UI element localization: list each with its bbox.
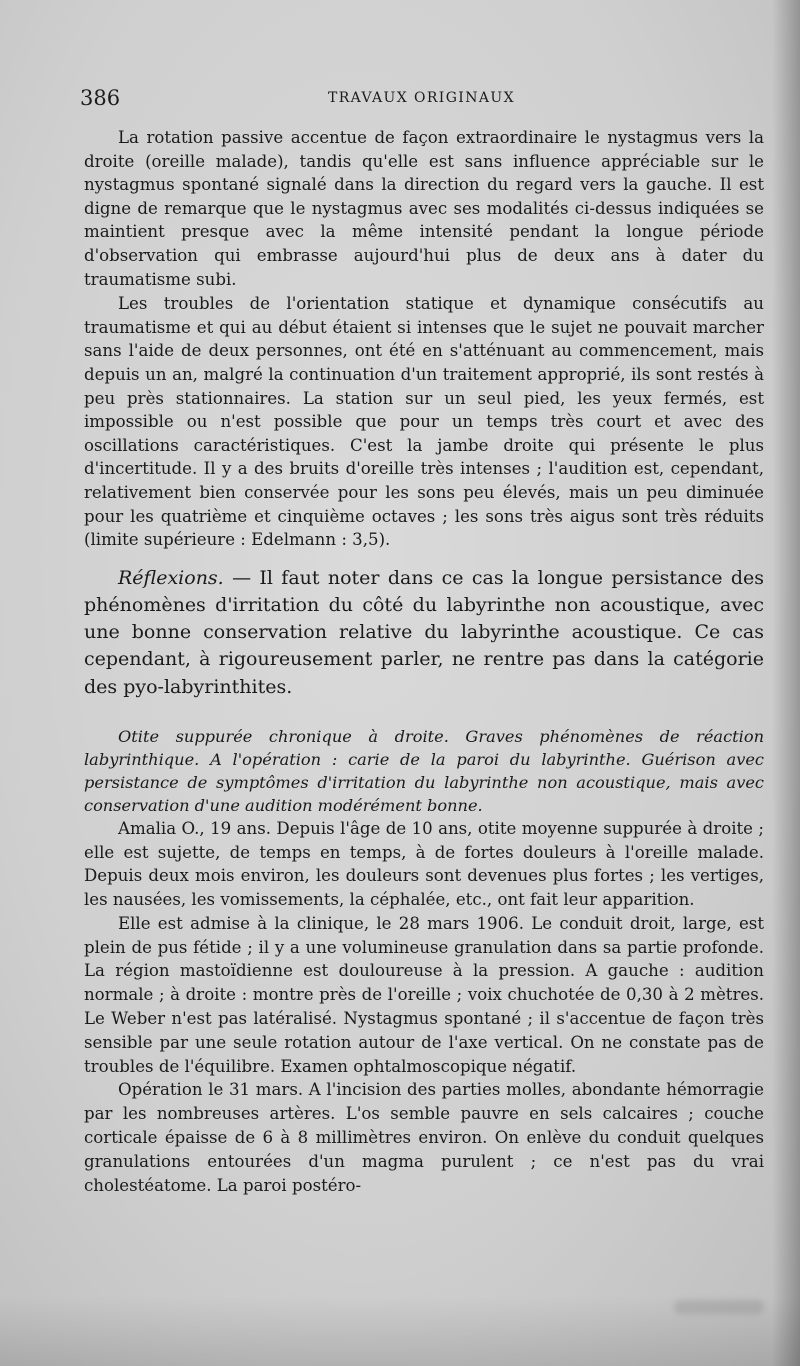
body-text: [84, 126, 764, 1197]
paragraph-operation: Opération le 31 mars. A l'incision des parties molles, abondante hémorragie par les nombreuses artères. L'os semble pauvre en sels calcaires ; couche corticale épaisse de 6 à 8 millimètres environ. On enlève du conduit quelques granulations entourées d'un magma purulent ; ce n'est pas du vrai cholestéatome. La paroi postéro-: [84, 1080, 764, 1195]
bleed-through-mark: [674, 1300, 764, 1314]
running-head: TRAVAUX ORIGINAUX: [328, 90, 515, 106]
paragraph-rotation: La rotation passive accentue de façon extraordinaire le nystagmus vers la droite (oreille malade), tandis qu'elle est sans influence appréciable sur le nystagmus spontané signalé dans la direction du regard vers la gauche. Il est digne de remarque que le nystagmus avec ses modalités ci-dessus indiquées se maintient presque avec la même intensité pendant la longue période d'observation qui embrasse aujourd'hui plus de deux ans à dater du traumatisme subi.: [84, 128, 764, 289]
reflexions-lead: Réflexions.: [118, 566, 224, 589]
page-edge-shadow: [772, 0, 800, 1366]
reflexions-text: — Il faut noter dans ce cas la longue persistance des phénomènes d'irritation du côté du labyrinthe non acoustique, avec une bonne conservation relative du labyrinthe acoustique. Ce cas cependant, à rigoureusement parler, ne rentre pas dans la catégorie des pyo-labyrinthites.: [84, 566, 764, 698]
page-number: 386: [80, 86, 121, 110]
paragraph-orientation: Les troubles de l'orientation statique et dynamique consécutifs au traumatisme et qui au début étaient si intenses que le sujet ne pouvait marcher sans l'aide de deux personnes, ont été en s'atténuant au commencement, mais depuis un an, malgré la continuation d'un traitement approprié, ils sont restés à peu près stationnaires. La station sur un seul pied, les yeux fermés, est impossible ou n'est possible que pour un temps très court et avec des oscillations caractéristiques. C'est la jambe droite qui présente le plus d'incertitude. Il y a des bruits d'oreille très intenses ; l'audition est, cependant, relativement bien conservée pour les sons peu élevés, mais un peu diminuée pour les quatrième et cinquième octaves ; les sons très aigus sont très réduits (limite supérieure : Edelmann : 3,5).: [84, 294, 764, 550]
paragraph-admission: Elle est admise à la clinique, le 28 mars 1906. Le conduit droit, large, est plein de pus fétide ; il y a une volumineuse granulation dans sa partie profonde. La région mastoïdienne est douloureuse à la pression. A gauche : audition normale ; à droite : montre près de l'oreille ; voix chuchotée de 0,30 à 2 mètres. Le Weber n'est pas latéralisé. Nystagmus spontané ; il s'accentue de façon très sensible par une seule rotation autour de l'axe vertical. On ne constate pas de troubles de l'équilibre. Examen ophtalmoscopique négatif.: [84, 913, 764, 1076]
paragraph-amalia: Amalia O., 19 ans. Depuis l'âge de 10 ans, otite moyenne suppurée à droite ; elle est sujette, de temps en temps, à de fortes douleurs à l'oreille malade. Depuis deux mois environ, les douleurs sont devenues plus fortes ; les vertiges, les nausées, les vomissements, la céphalée, etc., ont fait leur apparition.: [84, 818, 764, 910]
paragraph-reflexions: [84, 565, 764, 701]
page-header: [80, 86, 770, 112]
case-heading: Otite suppurée chronique à droite. Graves phénomènes de réaction labyrinthique. A l'opération : carie de la paroi du labyrinthe. Guérison avec persistance de symptômes d'irritation du labyrinthe non acoustique, mais avec conservation d'une audition modérément bonne.: [84, 726, 764, 815]
